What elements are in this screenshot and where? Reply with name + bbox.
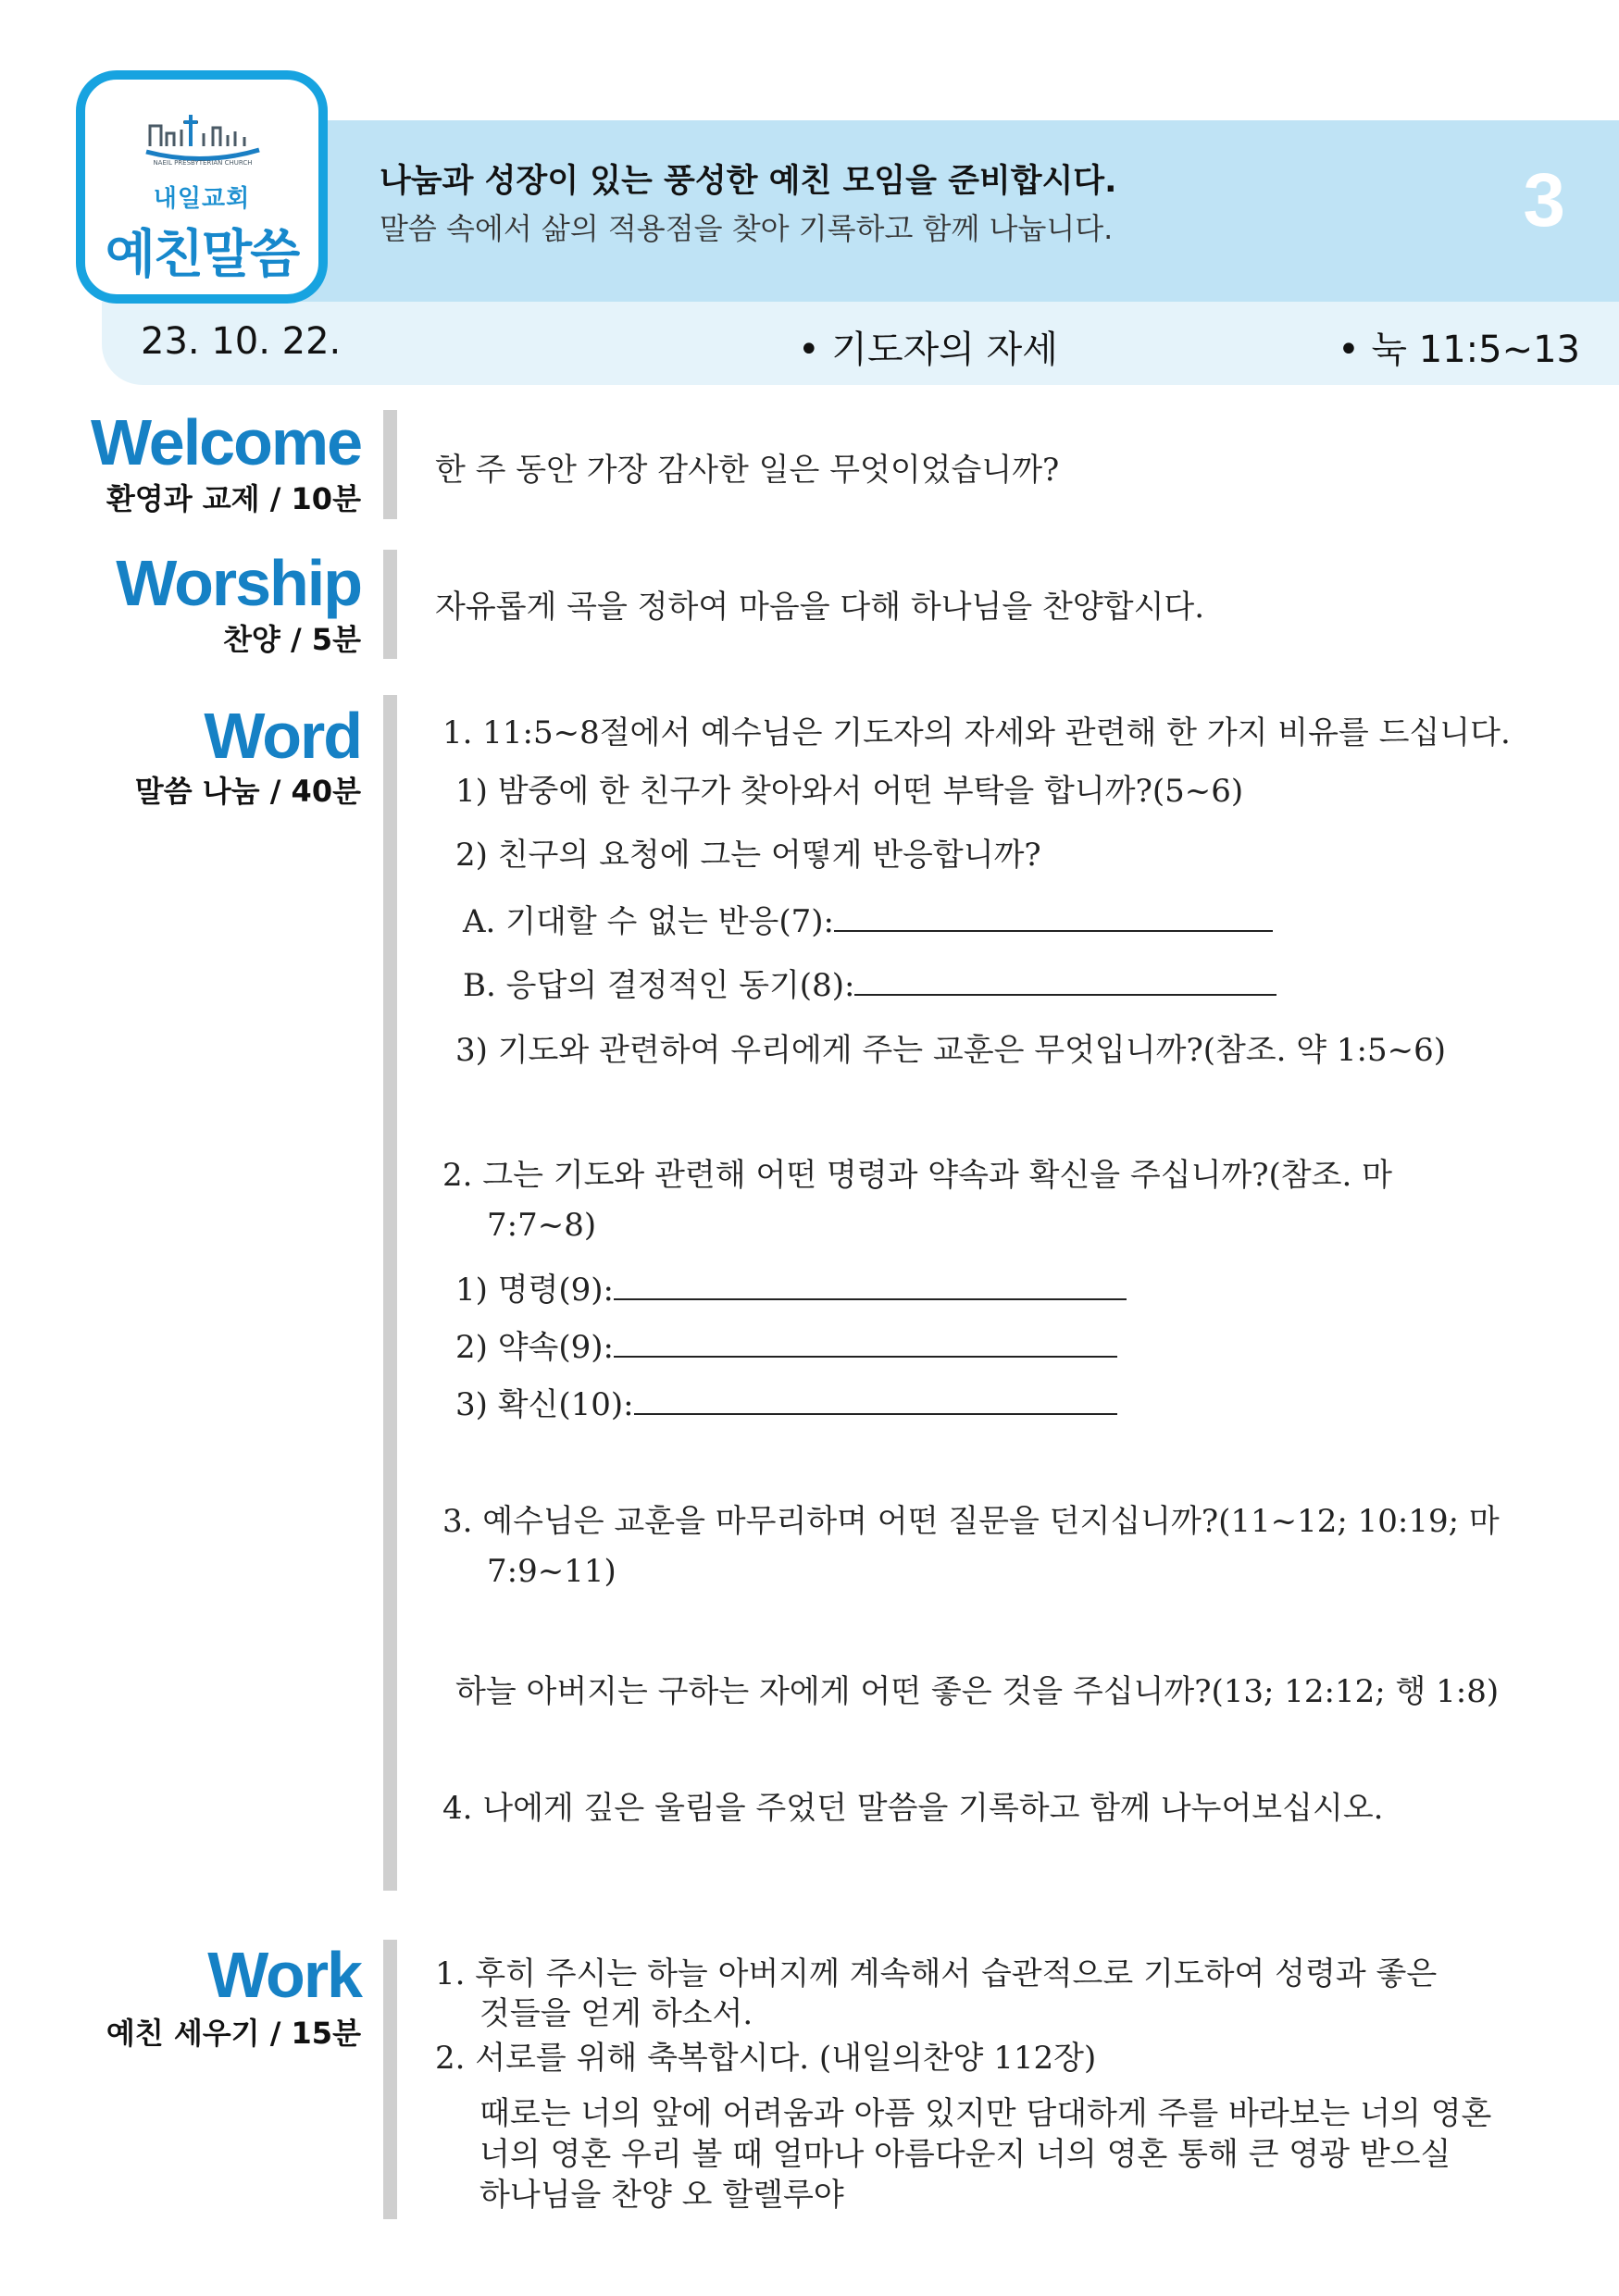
topic: • 기도자의 자세 xyxy=(798,329,1058,371)
question-1-2b: B. 응답의 결정적인 동기(8): xyxy=(463,960,1277,1005)
question-2-3: 3) 확신(10): xyxy=(455,1379,1117,1424)
word-divider xyxy=(383,695,397,1891)
scripture-reference: • 눅 11:5~13 xyxy=(1338,329,1580,371)
date-bar xyxy=(102,302,1619,385)
work-item-2: 2. 서로를 위해 축복합시다. (내일의찬양 112장) xyxy=(435,2040,1097,2077)
question-1-3: 3) 기도와 관련하여 우리에게 주는 교훈은 무엇입니까?(참조. 약 1:5~6) xyxy=(455,1032,1447,1069)
answer-blank-2-3[interactable] xyxy=(634,1384,1117,1415)
welcome-subtitle: 환영과 교제 / 10분 xyxy=(106,481,361,516)
work-title: Work xyxy=(207,1939,361,2011)
question-1-2: 2) 친구의 요청에 그는 어떻게 반응합니까? xyxy=(455,837,1041,874)
question-2-1: 1) 명령(9): xyxy=(455,1264,1127,1309)
date: 23. 10. 22. xyxy=(141,320,342,363)
lyric-line: 너의 영혼 우리 볼 때 얼마나 아름다운지 너의 영혼 통해 큰 영광 받으실 xyxy=(479,2136,1451,2173)
worship-divider xyxy=(383,550,397,659)
work-item-1-line1: 1. 후히 주시는 하늘 아버지께 계속해서 습관적으로 기도하여 성령과 좋은 xyxy=(435,1955,1438,1992)
question-1-2a: A. 기대할 수 없는 반응(7): xyxy=(463,896,1273,941)
work-item-1-line2: 것들을 얻게 하소서. xyxy=(479,1995,753,2032)
answer-blank-2-2[interactable] xyxy=(614,1327,1117,1358)
worship-text: 자유롭게 곡을 정하여 마음을 다해 하나님을 찬양합시다. xyxy=(435,589,1205,626)
work-divider xyxy=(383,1940,397,2219)
answer-blank-1-2b[interactable] xyxy=(854,965,1277,996)
worship-subtitle: 찬양 / 5분 xyxy=(223,622,361,657)
word-subtitle: 말씀 나눔 / 40분 xyxy=(134,774,361,809)
banner-subline: 말씀 속에서 삶의 적용점을 찾아 기록하고 함께 나눕니다. xyxy=(380,211,1114,246)
question-2-line1: 2. 그는 기도와 관련해 어떤 명령과 약속과 확신을 주십니까?(참조. 마 xyxy=(442,1157,1392,1194)
logo-church-name: 내일교회 xyxy=(153,185,251,213)
banner-headline: 나눔과 성장이 있는 풍성한 예친 모임을 준비합시다. xyxy=(380,163,1117,200)
question-1-1: 1) 밤중에 한 친구가 찾아와서 어떤 부탁을 합니까?(5~6) xyxy=(455,773,1244,810)
hymn-lyrics xyxy=(479,2093,1491,2215)
word-title: Word xyxy=(204,700,361,772)
question-3-line2: 7:9~11) xyxy=(487,1553,616,1590)
church-skyline-icon xyxy=(143,105,263,170)
question-3-sub: 하늘 아버지는 구하는 자에게 어떤 좋은 것을 주십니까?(13; 12:12; 행 1:8) xyxy=(455,1673,1500,1710)
answer-blank-2-1[interactable] xyxy=(614,1270,1127,1300)
welcome-title: Welcome xyxy=(90,406,361,478)
lyric-line: 때로는 너의 앞에 어려움과 아픔 있지만 담대하게 주를 바라보는 너의 영혼 xyxy=(479,2095,1492,2132)
church-logo xyxy=(76,70,328,304)
question-1: 1. 11:5~8절에서 예수님은 기도자의 자세와 관련해 한 가지 비유를 드십니다. xyxy=(442,714,1511,751)
welcome-question: 한 주 동안 가장 감사한 일은 무엇이었습니까? xyxy=(435,452,1060,489)
page-number: 3 xyxy=(1523,158,1565,242)
logo-english-name: NAEIL PRESBYTERIAN CHURCH xyxy=(153,159,253,167)
lyric-line: 하나님을 찬양 오 할렐루야 xyxy=(479,2177,844,2214)
logo-title: 예친말씀 xyxy=(105,225,299,285)
worship-title: Worship xyxy=(116,547,361,619)
question-3-line1: 3. 예수님은 교훈을 마무리하며 어떤 질문을 던지십니까?(11~12; 10:19; 마 xyxy=(442,1503,1500,1540)
work-subtitle: 예친 세우기 / 15분 xyxy=(106,2016,361,2051)
question-2-line2: 7:7~8) xyxy=(487,1207,597,1244)
answer-blank-1-2a[interactable] xyxy=(834,901,1273,932)
welcome-divider xyxy=(383,410,397,519)
question-4: 4. 나에게 깊은 울림을 주었던 말씀을 기록하고 함께 나누어보십시오. xyxy=(442,1790,1384,1827)
header-banner xyxy=(287,120,1619,302)
question-2-2: 2) 약속(9): xyxy=(455,1322,1117,1367)
